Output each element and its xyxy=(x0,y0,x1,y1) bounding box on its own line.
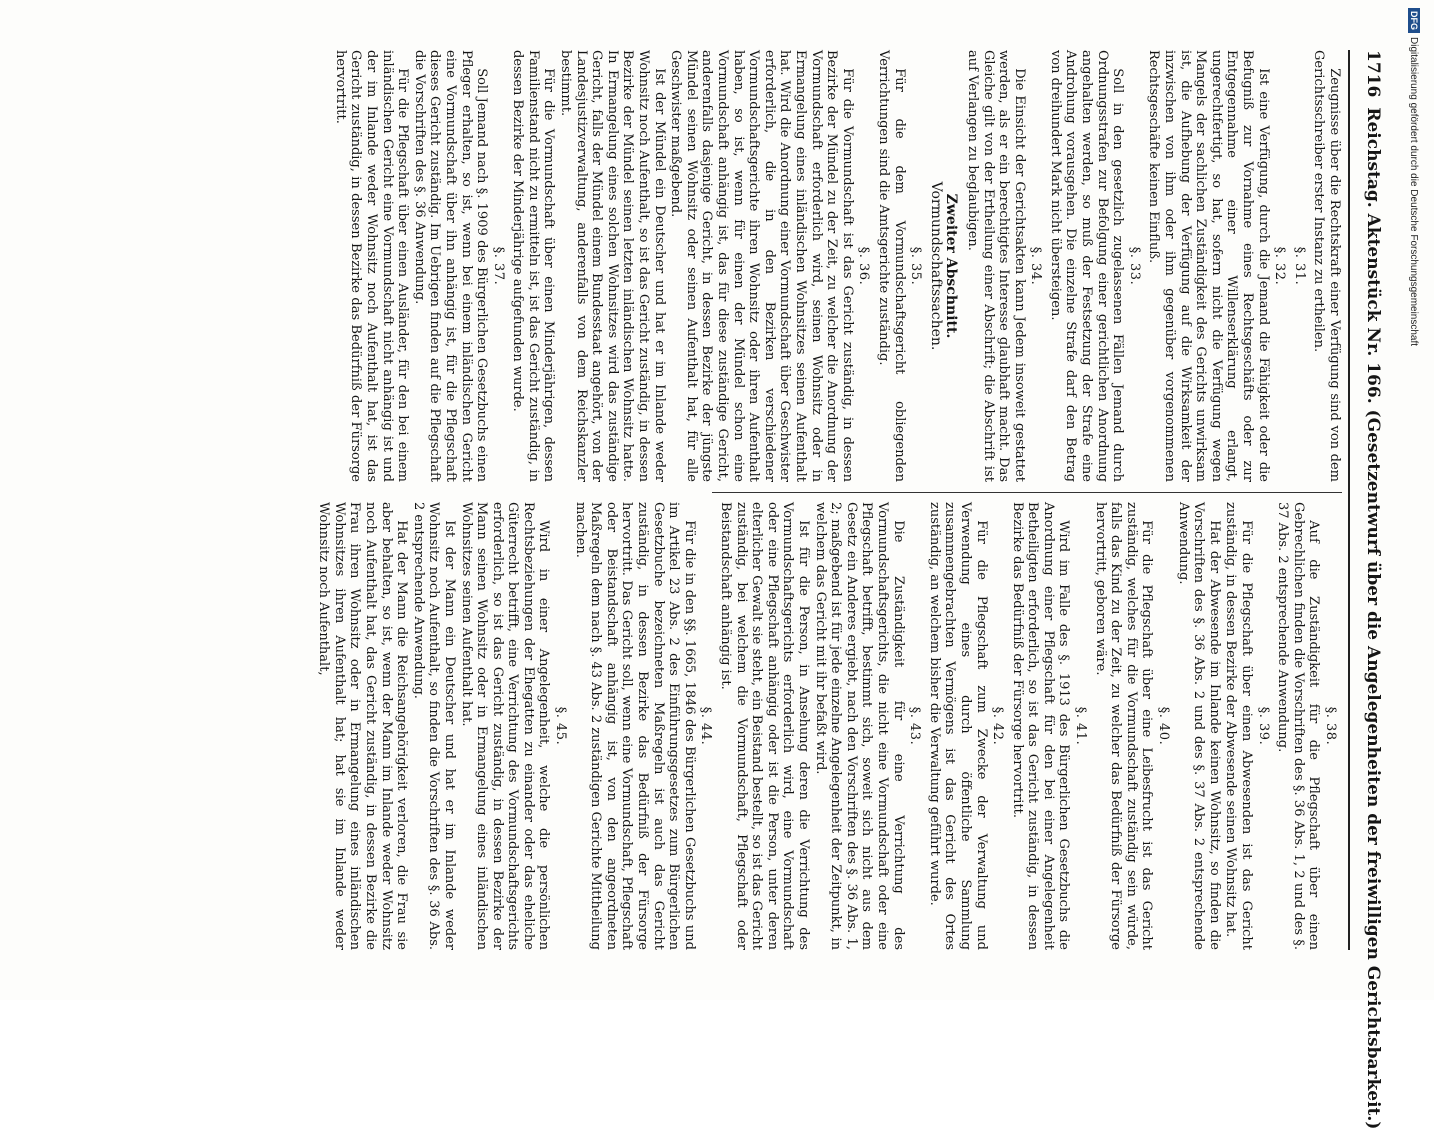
paragraph-heading: §. 40. xyxy=(1156,706,1172,746)
paragraph-heading: §. 31. xyxy=(1291,246,1307,286)
paragraph-heading: §. 42. xyxy=(990,706,1006,746)
left-column xyxy=(332,50,1342,482)
paragraph: Für die Vormundschaft ist das Gericht zuständig, in dessen Bezirke der Mündel zu der Zeit, zu welcher die Anordnung der Vormundschaft erforderlich wird, seinen Wohnsitz oder in Ermangelung eines inländischen Wohnsitzes seinen Aufenthalt hat. Wird die Anordnung einer Vormundschaft über Geschwister erforderlich, die in den Bezirken verschiedener Vormundschaftsgerichte ihren Wohnsitz oder ihren Aufenthalt haben, so ist, wenn für einen der Mündel schon eine Vormundschaft anhängig ist, das für diese zuständige Gericht, anderenfalls dasjenige Gericht, in dessen Bezirke der jüngste Mündel seinen Wohnsitz oder seinen Aufenthalt hat, für alle Geschwister maßgebend. xyxy=(668,50,855,482)
paragraph: Für die Pflegschaft zum Zwecke der Verwaltung und Verwendung eines durch öffentliche Sammlung zusammengebrachten Vermögens ist das Gericht des Ortes zuständig, an welchem bisher die Verwaltung geführt wurde. xyxy=(926,502,989,950)
paragraph: Hat der Mann die Reichsangehörigkeit verloren, die Frau sie aber behalten, so ist, wenn der Mann im Inlande weder Wohnsitz noch Aufenthalt hat, das Gericht zuständig, in dessen Bezirke die Frau ihren Wohnsitz oder in Ermangelung eines inländischen Wohnsitzes ihren Aufenthalt hat; hat sie im Inlande weder Wohnsitz noch Aufenthalt, xyxy=(316,502,410,950)
paragraph-heading: §. 39. xyxy=(1255,706,1271,746)
running-title: Reichstag. Aktenstück Nr. 166. (Gesetzentwurf über die Angelegenheiten der freiwilligen Gerichtsbarkeit.) xyxy=(1363,107,1383,1129)
paragraph-heading: §. 35. xyxy=(908,246,924,286)
paragraph-heading: §. 32. xyxy=(1272,246,1288,286)
paragraph: Für die Pflegschaft über eine Leibesfrucht ist das Gericht zuständig, welches für die Vormundschaft zuständig sein würde, falls das Kind zu der Zeit, zu welcher das Bedürfniß der Fürsorge hervortritt, geboren wäre. xyxy=(1092,502,1155,950)
paragraph: Für die dem Vormundschaftsgericht obliegenden Verrichtungen sind die Amtsgerichte zuständig. xyxy=(875,50,907,482)
running-head xyxy=(1352,50,1383,1129)
section-heading: Zweiter Abschnitt. xyxy=(943,193,960,339)
paragraph: Für die Vormundschaft über einen Minderjährigen, dessen Familienstand nicht zu ermitteln ist, ist das Gericht zuständig, in dessen Bezirke der Minderjährige aufgefunden wurde. xyxy=(510,50,557,482)
paragraph: Wird im Falle des §. 1913 des Bürgerlichen Gesetzbuchs die Anordnung einer Pflegschaft für den bei einer Angelegenheit Betheiligten erforderlich, so ist das Gericht zuständig, in dessen Bezirke das Bedürfniß der Fürsorge hervortritt. xyxy=(1009,502,1072,950)
page-number: 1716 xyxy=(1363,50,1383,98)
paragraph: Ist eine Verfügung, durch die Jemand die Fähigkeit oder die Befugniß zur Vornahme eines Rechtsgeschäfts oder zur Entgegennahme einer Willenserklärung erlangt, ungerechtfertigt, so hat, sofern nicht die Verfügung wegen Mangels der sachlichen Zuständigkeit des Gerichts unwirksam ist, die Aufhebung der Verfügung auf die Wirksamkeit der inzwischen von ihm oder ihm gegenüber vorgenommenen Rechtsgeschäfte keinen Einfluß. xyxy=(1146,50,1271,482)
paragraph-heading: §. 33. xyxy=(1126,246,1142,286)
paragraph: Die Einsicht der Gerichtsakten kann Jedem insoweit gestattet werden, als er ein berechtigtes Interesse glaubhaft macht. Das Gleiche gilt von der Ertheilung einer Abschrift; die Abschrift ist auf Verlangen zu beglaubigen. xyxy=(964,50,1027,482)
paragraph: Ist für die Person, in Ansehung deren die Verrichtung des Vormundschaftsgerichts erforderlich wird, eine Vormundschaft oder eine Pflegschaft anhängig oder ist die Person, unter deren elterlicher Gewalt sie steht, ein Beistand bestellt, so ist das Gericht zuständig, bei welchem die Vormundschaft, Pflegschaft oder Beistandschaft anhängig ist. xyxy=(718,502,811,950)
digitization-credit xyxy=(1408,8,1420,992)
paragraph: Für die Pflegschaft über einen Abwesenden ist das Gericht zuständig, in dessen Bezirke der Abwesende seinen Wohnsitz hat. xyxy=(1223,502,1255,950)
paragraph: Soll in den gesetzlich zugelassenen Fällen Jemand durch Ordnungsstrafen zur Befolgung einer gerichtlichen Anordnung angehalten werden, so muß der Festsetzung der Strafe eine Androhung vorausgehen. Die einzelne Strafe darf den Betrag von dreihundert Mark nicht übersteigen. xyxy=(1047,50,1126,482)
paragraph: Für die Pflegschaft über einen Ausländer, für den bei einem inländischen Gericht eine Vormundschaft nicht anhängig ist und der im Inlande weder Wohnsitz noch Aufenthalt hat, ist das Gericht zuständig, in dessen Bezirke das Bedürfniß der Fürsorge hervortritt. xyxy=(332,50,411,482)
paragraph: Auf die Zuständigkeit für die Pflegschaft über einen Gebrechlichen finden die Vorschriften des §. 36 Abs. 1, 2 und des §. 37 Abs. 2 entsprechende Anwendung. xyxy=(1275,502,1322,950)
paragraph-heading: §. 38. xyxy=(1323,706,1338,746)
paragraph: Zeugnisse über die Rechtskraft einer Verfügung sind von dem Gerichtsschreiber erster Instanz zu ertheilen. xyxy=(1311,50,1342,482)
paragraph: Hat der Abwesende im Inlande keinen Wohnsitz, so finden die Vorschriften des §. 36 Abs. 2 und des §. 37 Abs. 2 entsprechende Anwendung. xyxy=(1175,502,1222,950)
paragraph-heading: §. 41. xyxy=(1073,706,1089,746)
paragraph: Ist der Mann ein Deutscher und hat er im Inlande weder Wohnsitz noch Aufenthalt, so finden die Vorschriften des §. 36 Abs. 2 entsprechende Anwendung. xyxy=(410,502,457,950)
digitization-credit-text: Digitalisierung gefördert durch die Deutsche Forschungsgemeinschaft xyxy=(1408,37,1419,347)
right-column xyxy=(316,502,1342,950)
paragraph-heading: §. 37. xyxy=(490,246,506,286)
paragraph-heading: §. 36. xyxy=(856,246,872,286)
paragraph: Wird in einer Angelegenheit, welche die persönlichen Rechtsbeziehungen der Ehegatten zu einander oder das eheliche Güterrecht betrifft, eine Verrichtung des Vormundschaftsgerichts erforderlich, so ist das Gericht zuständig, in dessen Bezirke der Mann seinen Wohnsitz oder in Ermangelung eines inländischen Wohnsitzes seinen Aufenthalt hat. xyxy=(458,502,552,950)
paragraph-heading: §. 44. xyxy=(698,706,714,746)
header-rule xyxy=(1348,50,1350,950)
paragraph: Die Zuständigkeit für eine Verrichtung des Vormundschaftsgerichts, die nicht eine Vormundschaft oder eine Pflegschaft betrifft, bestimmt sich, soweit sich nicht aus dem Gesetz ein Anderes ergiebt, nach den Vorschriften des §. 36 Abs. 1, 2; maßgebend ist für jede einzelne Angelegenheit der Zeitpunkt, in welchem das Gericht mit ihr befaßt wird. xyxy=(812,502,906,950)
section-subheading: Vormundschaftssachen. xyxy=(927,181,944,351)
paragraph: Ist der Mündel ein Deutscher und hat er im Inlande weder Wohnsitz noch Aufenthalt, so ist das Gericht zuständig, in dessen Bezirke der Mündel seinen letzten inländischen Wohnsitz hatte. In Ermangelung eines solchen Wohnsitzes wird das zuständige Gericht, falls der Mündel einem Bundesstaat angehört, von der Landesjustizverwaltung, anderenfalls von dem Reichskanzler bestimmt. xyxy=(558,50,667,482)
paragraph-heading: §. 45. xyxy=(553,706,569,746)
dfg-logo: DFG xyxy=(1408,8,1420,33)
paragraph: Soll Jemand nach §. 1909 des Bürgerlichen Gesetzbuchs einen Pfleger erhalten, so ist, wenn bei einem inländischen Gericht eine Vormundschaft über ihn anhängig ist, für die Pflegschaft dieses Gericht zuständig. Im Uebrigen finden auf die Pflegschaft die Vorschriften des §. 36 Anwendung. xyxy=(411,50,490,482)
paragraph: Für die in den §§. 1665, 1846 des Bürgerlichen Gesetzbuchs und im Artikel 23 Abs. 2 des Einführungsgesetzes zum Bürgerlichen Gesetzbuche bezeichneten Maßregeln ist auch das Gericht zuständig, in dessen Bezirke das Bedürfniß der Fürsorge hervortritt. Das Gericht soll, wenn eine Vormundschaft, Pflegschaft oder Beistandschaft anhängig ist, von den angeordneten Maßregeln dem nach §. 43 Abs. 2 zuständigen Gerichte Mittheilung machen. xyxy=(572,502,697,950)
paragraph-heading: §. 34. xyxy=(1028,246,1044,286)
rotated-page-content xyxy=(20,50,1383,1129)
column-separator xyxy=(712,492,1342,493)
paragraph-heading: §. 43. xyxy=(907,706,923,746)
